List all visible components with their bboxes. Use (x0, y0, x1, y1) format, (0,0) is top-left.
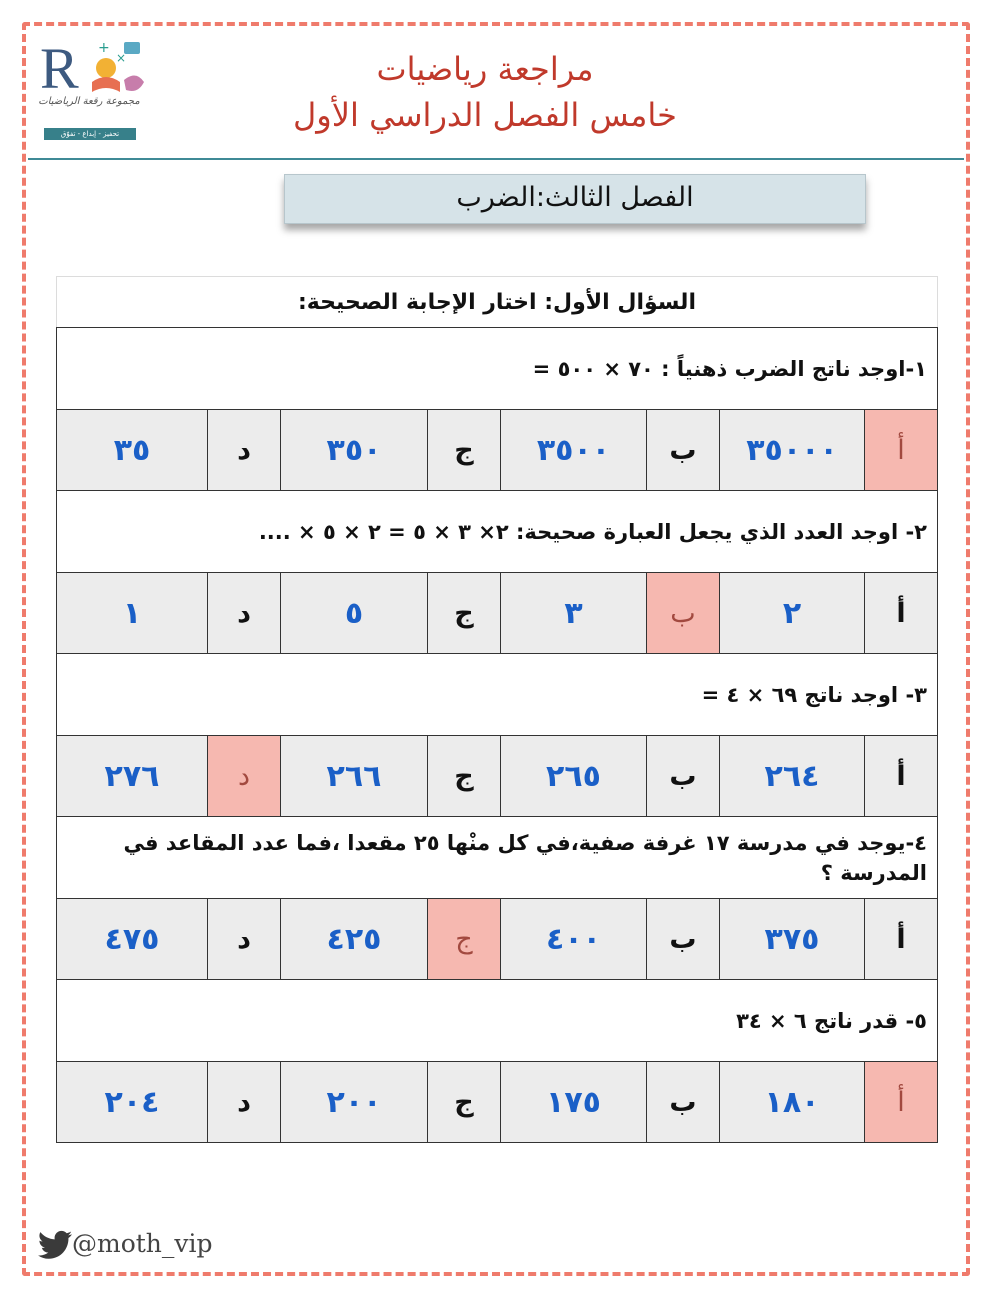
question-text: ١-اوجد ناتج الضرب ذهنياً : ٧٠ × ٥٠٠ = (57, 328, 938, 410)
option-value[interactable]: ٢٠٠ (281, 1062, 428, 1143)
option-value[interactable]: ٢٠٤ (57, 1062, 208, 1143)
option-value[interactable]: ٣٥٠٠ (501, 410, 647, 491)
answer-row (57, 410, 938, 491)
option-value[interactable]: ٣٧٥ (720, 899, 865, 980)
option-letter[interactable]: ب (647, 1062, 720, 1143)
svg-text:+: + (98, 40, 110, 56)
chapter-label: الفصل الثالث:الضرب (284, 174, 866, 224)
option-value[interactable]: ٣٥ (57, 410, 208, 491)
logo-tagline: تحفيز - إبداع - تفوّق (44, 128, 136, 140)
option-letter[interactable]: د (208, 573, 281, 654)
option-value[interactable]: ٥ (281, 573, 428, 654)
option-value[interactable]: ١٨٠ (720, 1062, 865, 1143)
header-divider (28, 158, 964, 160)
option-letter[interactable]: أ (865, 736, 938, 817)
option-value[interactable]: ١٧٥ (501, 1062, 647, 1143)
logo-subtitle: مجموعة رقعة الرياضيات (38, 96, 140, 107)
option-value[interactable]: ٤٧٥ (57, 899, 208, 980)
answer-row (57, 1062, 938, 1143)
questions-table (56, 276, 938, 1143)
option-value[interactable]: ٢ (720, 573, 865, 654)
question-text: ٢- اوجد العدد الذي يجعل العبارة صحيحة: ٢× ٣ × ٥ = ٢ × ٥ × .... (57, 491, 938, 573)
option-letter[interactable]: أ (865, 573, 938, 654)
question-text: ٥- قدر ناتج ٦ × ٣٤ (57, 980, 938, 1062)
question-text: ٤-يوجد في مدرسة ١٧ غرفة صفية،في كل منْها ٢٥ مقعدا ،فما عدد المقاعد في المدرسة ؟ (57, 817, 938, 899)
option-letter[interactable]: ج (428, 1062, 501, 1143)
option-letter[interactable]: ب (647, 573, 720, 654)
option-letter[interactable]: د (208, 410, 281, 491)
option-letter[interactable]: د (208, 736, 281, 817)
answer-row (57, 573, 938, 654)
option-value[interactable]: ٣٥٠ (281, 410, 428, 491)
twitter-handle: @moth_vip (72, 1229, 213, 1258)
option-letter[interactable]: ج (428, 736, 501, 817)
section-title: السؤال الأول: اختار الإجابة الصحيحة: (57, 277, 938, 328)
page-title (170, 46, 800, 138)
option-letter[interactable]: ب (647, 410, 720, 491)
option-letter[interactable]: ج (428, 573, 501, 654)
option-value[interactable]: ٤٠٠ (501, 899, 647, 980)
option-letter[interactable]: د (208, 899, 281, 980)
option-value[interactable]: ٢٦٥ (501, 736, 647, 817)
option-letter[interactable]: ب (647, 736, 720, 817)
option-value[interactable]: ٢٦٦ (281, 736, 428, 817)
answer-row (57, 736, 938, 817)
logo-letter: R (40, 36, 79, 101)
title-line-1: مراجعة رياضيات (376, 50, 594, 88)
question-text: ٣- اوجد ناتج ٦٩ × ٤ = (57, 654, 938, 736)
option-letter[interactable]: أ (865, 1062, 938, 1143)
option-value[interactable]: ١ (57, 573, 208, 654)
svg-text:×: × (116, 51, 127, 65)
option-letter[interactable]: أ (865, 899, 938, 980)
option-letter[interactable]: ب (647, 899, 720, 980)
option-value[interactable]: ٣٥٠٠٠ (720, 410, 865, 491)
option-letter[interactable]: أ (865, 410, 938, 491)
title-line-2: خامس الفصل الدراسي الأول (293, 96, 677, 134)
option-value[interactable]: ٣ (501, 573, 647, 654)
option-letter[interactable]: د (208, 1062, 281, 1143)
option-letter[interactable]: ج (428, 899, 501, 980)
twitter-icon (38, 1230, 72, 1260)
answer-row (57, 899, 938, 980)
option-value[interactable]: ٢٦٤ (720, 736, 865, 817)
option-value[interactable]: ٢٧٦ (57, 736, 208, 817)
option-value[interactable]: ٤٢٥ (281, 899, 428, 980)
option-letter[interactable]: ج (428, 410, 501, 491)
